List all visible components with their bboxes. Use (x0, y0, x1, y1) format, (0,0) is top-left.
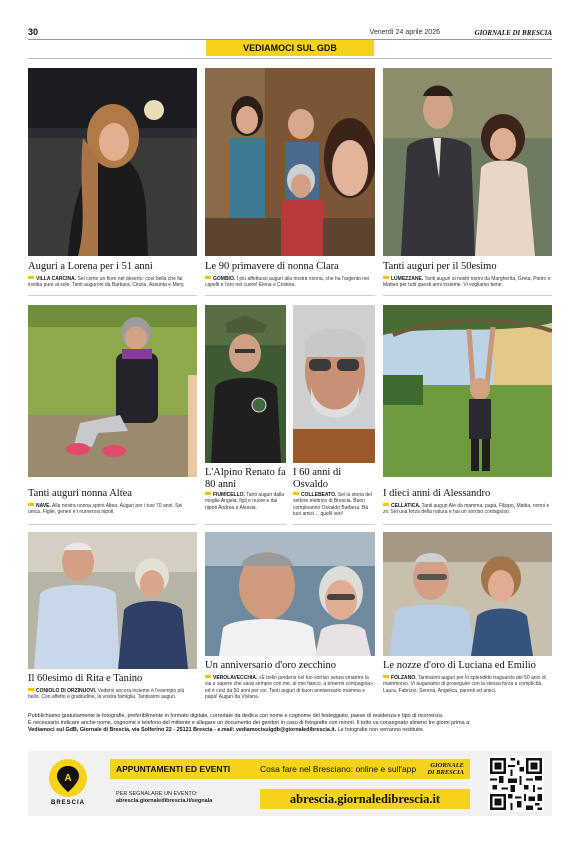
events-banner[interactable] (28, 751, 552, 816)
card-title: Tanti auguri nonna Altea (28, 488, 132, 499)
card-title: Il 60esimo di Rita e Tanino (28, 673, 143, 684)
greeting-card-osvaldo (293, 305, 375, 525)
greeting-card-clara (205, 68, 375, 296)
photo-altea (28, 305, 197, 477)
card-title: Le nozze d'oro di Luciana ed Emilio (383, 660, 536, 671)
report-event[interactable] (116, 791, 212, 805)
greeting-card-rita-tanino (28, 532, 197, 704)
greeting-card-altea (28, 305, 197, 525)
card-text: NAVE. Alla nostra nonna sprint Altea. Auguri per i tuoi 70 anni. Sei unica. Figlie, generi e i numerosi nipoti. (28, 503, 183, 516)
photo-lorena (28, 68, 197, 256)
submission-notice (28, 713, 552, 735)
card-text: FOLZANO. Tantissimi auguri per lo splendido traguardo dei 50 anni di matrimonio. Vi auguriamo di proseguire con la stessa forza e complicità. Laura, Fabrizio, Serena, Angelica, parenti ed amici. (383, 675, 546, 694)
card-divider (28, 295, 197, 296)
gdb-logo: GIORNALE DI BRESCIA (427, 762, 464, 776)
card-title: Le 90 primavere di nonna Clara (205, 261, 339, 272)
photo-anniversario (205, 532, 375, 656)
abrescia-logo (36, 758, 100, 810)
card-divider (383, 295, 552, 296)
notice-line: Pubblichiamo gratuitamente le fotografie, preferibilmente in formato digitale, corredate da dedica con nome e cognome del festeggiato, paese di residenza e tipo di ricorrenza. (28, 713, 444, 719)
card-title: I dieci anni di Alessandro (383, 488, 491, 499)
card-title: L'Alpino Renato fa 80 anni (205, 467, 286, 490)
card-divider (383, 524, 552, 525)
logo-city: BRESCIA (50, 800, 85, 806)
banner-headline (110, 759, 470, 779)
photo-renato (205, 305, 286, 463)
report-link[interactable]: abrescia.giornaledibrescia.it/segnala (116, 798, 213, 804)
card-text: VILLA CARCINA. Sei come un fiore nel deserto: così bella che fai invidia pure al sole. Tanti auguroni da Barbara, Cinzia, Assunta e Mery. (28, 276, 185, 289)
card-title: Un anniversario d'oro zecchino (205, 660, 337, 671)
greeting-card-renato (205, 305, 286, 525)
location-pin-icon (36, 758, 100, 800)
site-link[interactable]: abrescia.giornaledibrescia.it (260, 789, 470, 809)
greeting-card-alessandro (383, 305, 552, 525)
card-text: GOMBIO. I più affettuosi auguri alla nostra nonna, che ha l'argento nei capelli e l'oro nel cuore! Elena e Cristina. (205, 276, 369, 289)
banner-tagline: Cosa fare nel Bresciano: online e sull'app (260, 764, 417, 774)
greeting-card-lorena (28, 68, 197, 296)
notice-line: È necessario indicare anche nome, cognome e telefono del mittente e allegare un documento dei genitori in caso di fotografie con minori. Il tutto va consegnato almeno tre giorni prima a: (28, 720, 471, 727)
card-divider (205, 295, 375, 296)
banner-heading: APPUNTAMENTI ED EVENTI (116, 764, 231, 774)
issue-date: Venerdì 24 aprile 2026 (369, 29, 440, 36)
card-title: Tanti auguri per il 50esimo (383, 261, 497, 272)
card-text: COLLEBEATO. Sei la storia del settore elettrico di Brescia. Buon compleanno Osvaldo Barbera. Bà tuoi amici… quelli veri! (293, 492, 372, 517)
card-divider (293, 524, 375, 525)
photo-alessandro (383, 305, 552, 477)
photo-luciana-emilio (383, 532, 552, 656)
card-divider (205, 524, 286, 525)
photo-clara (205, 68, 375, 256)
card-text: LUMEZZANE. Tanti auguri ai nostri nonni da Margherita, Greta, Pietro e Matteo per tutti questi anni insieme. Vi vogliamo bene. (383, 276, 551, 289)
card-text: FIUMICELLO. Tanti auguri dalla moglie Angela, figli e nuore e dai nipoti Andrea e Alessia. (205, 492, 285, 511)
report-label: PER SEGNALARE UN EVENTO: (116, 791, 198, 797)
card-divider (28, 524, 197, 525)
page-header (28, 26, 552, 40)
newspaper-name: GIORNALE DI BRESCIA (474, 29, 552, 37)
card-text: CELLATICA. Tanti auguri Ale da mamma, papà, Filippo, Mattia, nonni e zii. Sei una forza della natura e hai un sorriso contagioso. (383, 503, 550, 516)
card-text: VEROLAVECCHIA. «È bello perdersi nel tuo sorriso senza smarrire la via e sapere che sarai sempre con me, al mio fianco, a tenermi compagnia»: ed è così da 50 anni per voi. Tanti auguri di buon anniversario mamma e papà! Auguri da Viviana. (205, 675, 375, 700)
greeting-card-anniversario (205, 532, 375, 704)
qr-code-icon[interactable] (488, 756, 544, 812)
photo-osvaldo (293, 305, 375, 463)
photo-50esimo (383, 68, 552, 256)
card-title: Auguri a Lorena per i 51 anni (28, 261, 153, 272)
card-title: I 60 anni di Osvaldo (293, 467, 342, 490)
greeting-card-50esimo (383, 68, 552, 296)
page-number: 30 (28, 27, 39, 37)
svg-text:A: A (64, 773, 72, 784)
section-divider (28, 58, 552, 59)
notice-address: Vediamoci sul GdB, Giornale di Brescia, via Solferino 22 - 25121 Brescia - e.mail: vediamocisulgdb@giornaledibrescia.it. Le fotografie non verranno restituite. (28, 727, 425, 734)
card-text: CONIOLO DI ORZINUOVI. Vedervi ancora insieme è l'esempio più bello. Con affetto e gratitudine, la vostra famiglia. Tantissimi auguri. (28, 688, 185, 701)
greeting-card-luciana-emilio (383, 532, 552, 704)
section-title: VEDIAMOCI SUL GDB (206, 40, 374, 56)
photo-rita-tanino (28, 532, 197, 669)
